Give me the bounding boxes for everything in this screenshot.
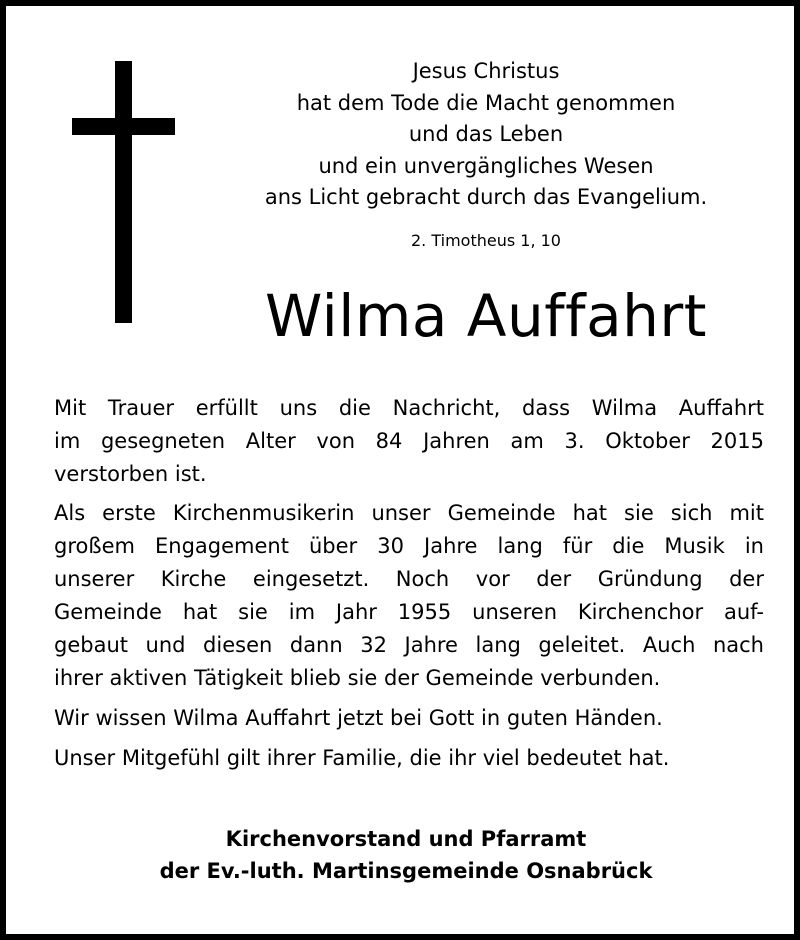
text-line: großem Engagement über 30 Jahre lang für die Musik in [54,534,764,558]
text-line: unserer Kirche eingesetzt. Noch vor der Gründung der [54,567,764,591]
text-line: gebaut und diesen dann 32 Jahre lang geleitet. Auch nach [54,633,764,657]
text-line: verstorben ist. [54,462,207,486]
text-line: Wir wissen Wilma Auffahrt jetzt bei Gott in guten Händen. [54,706,663,730]
paragraph-condolence [54,742,764,775]
obituary-body [54,392,764,775]
verse-line: Jesus Christus [412,59,560,83]
verse-line: hat dem Tode die Macht genommen [296,90,676,115]
verse-reference: 2. Timotheus 1, 10 [411,231,561,250]
text-line: Mit Trauer erfüllt uns die Nachricht, dass Wilma Auffahrt [54,396,764,420]
text-line: Als erste Kirchenmusikerin unser Gemeinde hat sie sich mit [54,501,764,525]
paragraph-tribute [54,497,764,695]
text-line: Gemeinde hat sie im Jahr 1955 unseren Kirchenchor auf- [54,600,764,624]
cross-icon-bar [72,118,175,135]
text-line: ihrer aktiven Tätigkeit blieb sie der Gemeinde verbunden. [54,666,661,690]
paragraph-faith [54,702,764,735]
text-line: Unser Mitgefühl gilt ihrer Familie, die ihr viel bedeutet hat. [54,746,670,770]
cross-icon [115,61,132,323]
verse-line: und ein unvergängliches Wesen [318,153,654,178]
signature-block [106,823,706,887]
verse-line: und das Leben [408,122,564,146]
paragraph-announcement [54,392,764,491]
signature-line: der Ev.-luth. Martinsgemeinde Osnabrück [159,859,653,883]
bible-verse [206,56,766,214]
signature-line: Kirchenvorstand und Pfarramt [225,827,587,851]
deceased-name: Wilma Auffahrt [265,282,707,350]
verse-line: ans Licht gebracht durch das Evangelium. [264,185,708,209]
text-line: im gesegneten Alter von 84 Jahren am 3. Oktober 2015 [54,429,764,453]
